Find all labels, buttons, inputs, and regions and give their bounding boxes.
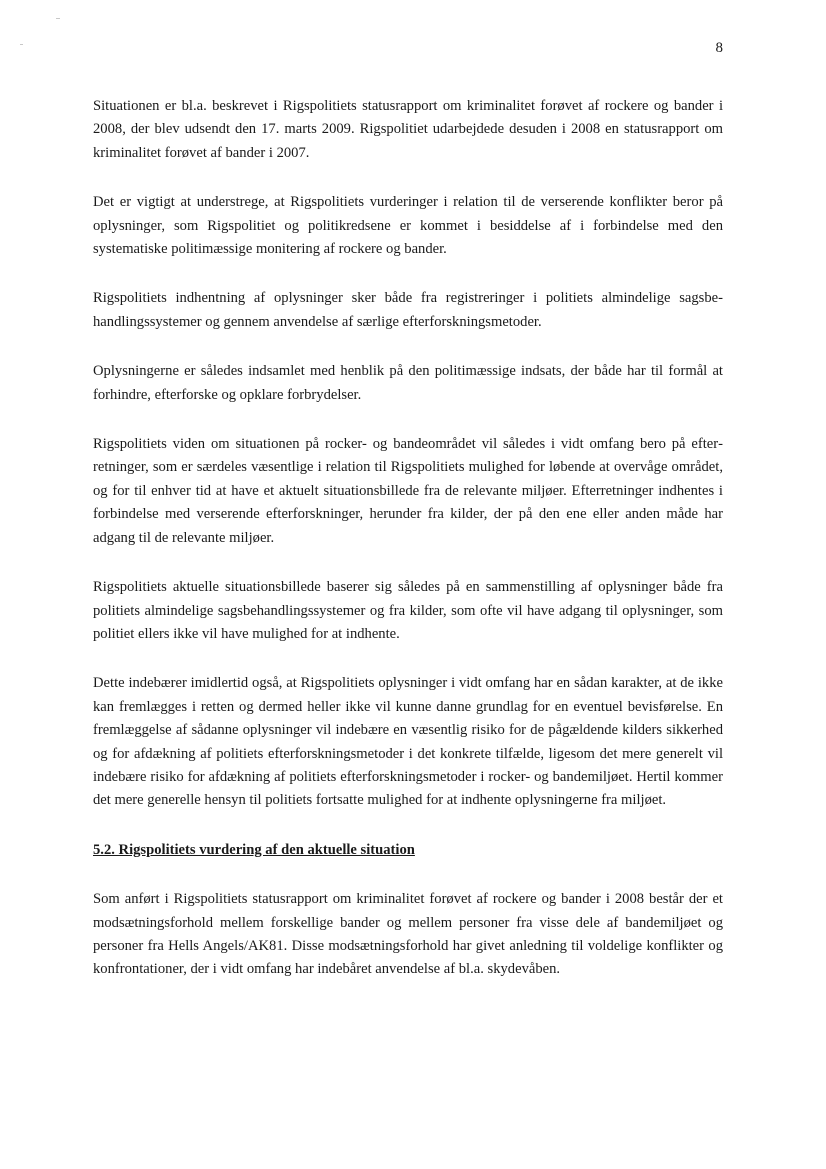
scan-speck [56,18,60,19]
paragraph: Oplysningerne er således indsamlet med henblik på den politimæssige indsats, der både har til formål at forhindre, efterforske og opklare forbrydelser. [93,363,723,403]
scan-speck [20,44,23,45]
paragraph: Situationen er bl.a. beskrevet i Rigspolitiets statusrapport om kriminalitet forøvet af rockere og bander i 2008, der blev udsendt den 17. marts 2009. Rigspolitiet udarbejdede desuden i 2008 en statusrapport om kriminalitet forøvet af bander i 2007. [93,98,723,161]
document-body [93,95,723,1008]
paragraph: Rigspolitiets aktuelle situationsbillede baserer sig således på en sammenstilling af oplysninger både fra politiets almindelige sagsbehandlingssystemer og fra kilder, som ofte vil have adgang til oplysninger, som politiet ellers ikke vil have mulighed for at indhente. [93,579,723,642]
paragraph: Rigspolitiets indhentning af oplysninger sker både fra registreringer i politiets almindelige sagsbehandlingssystemer og gennem anvendelse af særlige efterforskningsmetoder. [93,290,723,330]
paragraph: Dette indebærer imidlertid også, at Rigspolitiets oplysninger i vidt omfang har en sådan karakter, at de ikke kan fremlægges i retten og dermed heller ikke vil kunne danne grundlag for en eventuel bevisførelse. En fremlæggelse af sådanne oplysninger vil indebære en væsentlig risiko for de pågældende kilders sikkerhed og for afdækning af politiets efterforskningsmetoder i det konkrete tilfælde, ligesom det mere generelt vil indebære risiko for afdækning af politiets efterforskningsmetoder i rocker- og bandemiljøet. Hertil kommer det mere generelle hensyn til politiets fortsatte mulighed for at indhente oplysningerne fra miljøet. [93,675,723,809]
section-heading: 5.2. Rigspolitiets vurdering af den aktuelle situation [93,841,415,858]
page-number: 8 [715,40,723,56]
paragraph: Det er vigtigt at understrege, at Rigspolitiets vurderinger i relation til de verserende konflikter beror på oplysninger, som Rigspolitiet og politikredsene er kommet i besiddelse af i forbindelse med den systematiske politimæssige monitering af rockere og bander. [93,194,723,258]
paragraph: Rigspolitiets viden om situationen på rocker- og bandeområdet vil således i vidt omfang bero på efterretninger, som er særdeles væsentlige i relation til Rigspolitiets mulighed for løbende at overvåge området, og for til enhver tid at have et aktuelt situationsbillede fra de relevante miljøer. Efterretninger indhentes i forbindelse med verserende efterforskninger, herunder fra kilder, der på den ene eller anden måde har adgang til de relevante miljøer. [93,436,723,546]
section-paragraph: Som anført i Rigspolitiets statusrapport om kriminalitet forøvet af rockere og bander i 2008 består der et modsætningsforhold mellem forskellige bander og mellem personer fra visse dele af bandemiljøet og personer fra Hells Angels/AK81. Disse modsætningsforhold har givet anledning til voldelige konflikter og konfrontationer, der i vidt omfang har indebåret anvendelse af bl.a. skydevåben. [93,891,723,978]
